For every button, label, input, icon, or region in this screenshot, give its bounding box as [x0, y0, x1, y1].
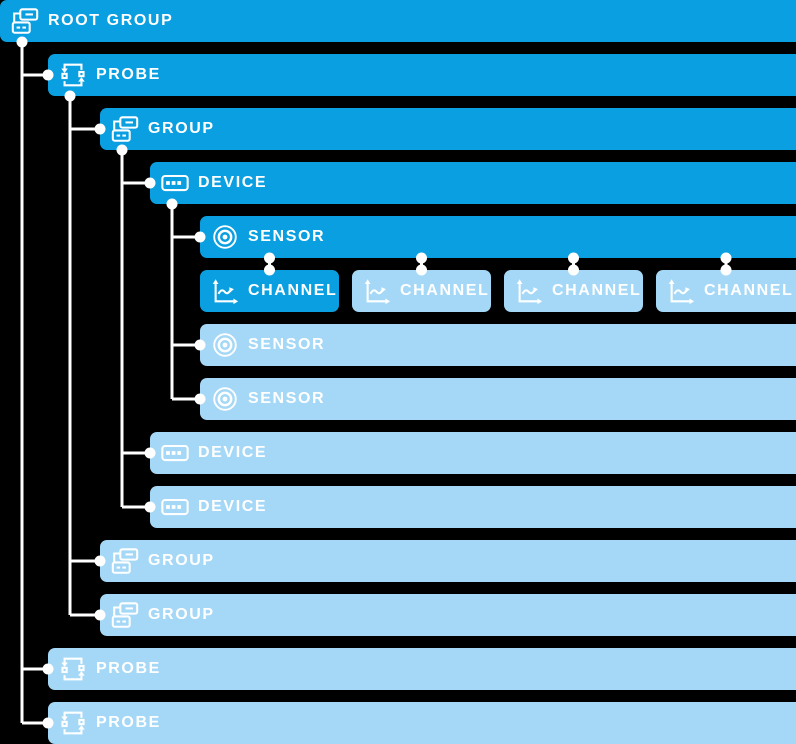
- node-label: PROBE: [96, 714, 161, 731]
- node-label: CHANNEL: [552, 282, 642, 299]
- node-label: DEVICE: [198, 174, 268, 191]
- probe-icon: [58, 708, 88, 738]
- node-label: SENSOR: [248, 228, 326, 245]
- channel-icon: [362, 276, 392, 306]
- tree-node-group-3[interactable]: [100, 594, 796, 636]
- channel-icon: [666, 276, 696, 306]
- device-icon: [160, 168, 190, 198]
- sensor-icon: [210, 222, 240, 252]
- node-label: CHANNEL: [400, 282, 490, 299]
- node-label: SENSOR: [248, 390, 326, 407]
- node-label: PROBE: [96, 66, 161, 83]
- tree-node-probe-1[interactable]: [48, 54, 796, 96]
- tree-node-device-3[interactable]: [150, 486, 796, 528]
- sensor-icon: [210, 384, 240, 414]
- tree-node-group-2[interactable]: [100, 540, 796, 582]
- tree-node-device-2[interactable]: [150, 432, 796, 474]
- device-icon: [160, 438, 190, 468]
- tree-node-device-1[interactable]: [150, 162, 796, 204]
- node-label: PROBE: [96, 660, 161, 677]
- tree-node-sensor-1[interactable]: [200, 216, 796, 258]
- tree-node-channel-4[interactable]: [656, 270, 796, 312]
- tree-node-channel-1[interactable]: [200, 270, 339, 312]
- tree-node-channel-3[interactable]: [504, 270, 643, 312]
- device-icon: [160, 492, 190, 522]
- node-label: CHANNEL: [248, 282, 338, 299]
- group-icon: [110, 546, 140, 576]
- tree-node-sensor-2[interactable]: [200, 324, 796, 366]
- node-label: SENSOR: [248, 336, 326, 353]
- node-label: GROUP: [148, 552, 215, 569]
- channel-icon: [514, 276, 544, 306]
- node-label: GROUP: [148, 606, 215, 623]
- tree-node-channel-2[interactable]: [352, 270, 491, 312]
- tree-node-probe-2[interactable]: [48, 648, 796, 690]
- group-icon: [110, 600, 140, 630]
- node-label: ROOT GROUP: [48, 12, 174, 29]
- node-label: DEVICE: [198, 498, 268, 515]
- tree-node-sensor-3[interactable]: [200, 378, 796, 420]
- channel-icon: [210, 276, 240, 306]
- tree-node-root-group[interactable]: [0, 0, 796, 42]
- probe-icon: [58, 60, 88, 90]
- group-icon: [110, 114, 140, 144]
- tree-node-probe-3[interactable]: [48, 702, 796, 744]
- node-label: CHANNEL: [704, 282, 794, 299]
- tree-node-group-1[interactable]: [100, 108, 796, 150]
- node-label: GROUP: [148, 120, 215, 137]
- node-label: DEVICE: [198, 444, 268, 461]
- probe-icon: [58, 654, 88, 684]
- group-icon: [10, 6, 40, 36]
- sensor-icon: [210, 330, 240, 360]
